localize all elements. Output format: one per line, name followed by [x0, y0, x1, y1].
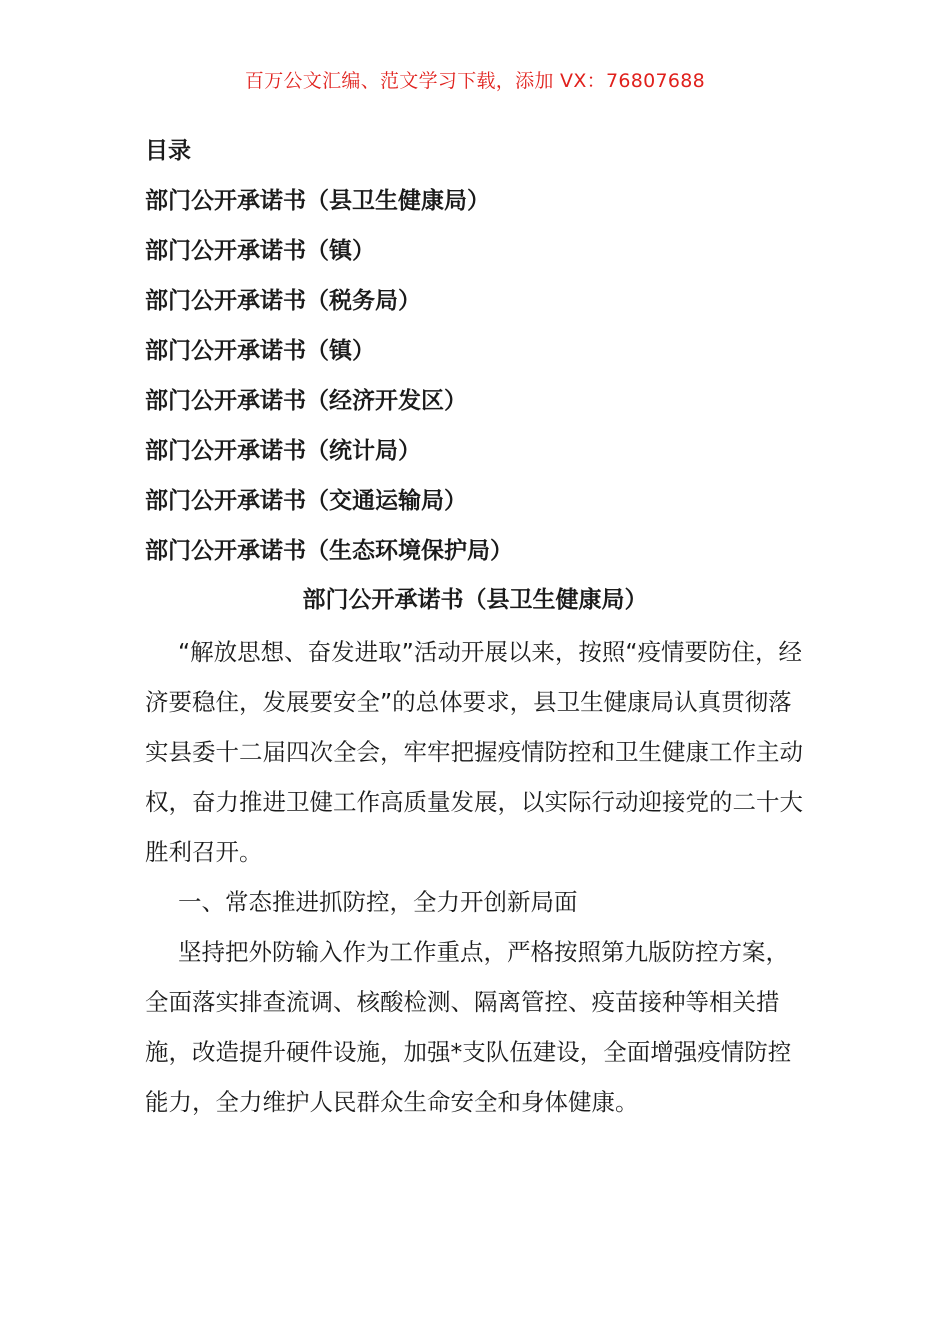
toc-title: 目录 [145, 138, 191, 164]
document-body [145, 627, 810, 1127]
intro-paragraph: “解放思想、奋发进取”活动开展以来，按照“疫情要防住，经济要稳住，发展要安全”的总体要求，县卫生健康局认真贯彻落实县委十二届四次全会，牢牢把握疫情防控和卫生健康工作主动权，奋力推进卫健工作高质量发展，以实际行动迎接党的二十大胜利召开。 [145, 638, 803, 866]
toc-item: 部门公开承诺书（经济开发区） [145, 388, 467, 414]
toc-item: 部门公开承诺书（镇） [145, 238, 375, 264]
body-paragraph: 坚持把外防输入作为工作重点，严格按照第九版防控方案，全面落实排查流调、核酸检测、隔离管控、疫苗接种等相关措施，改造提升硬件设施，加强*支队伍建设，全面增强疫情防控能力，全力维护人民群众生命安全和身体健康。 [145, 938, 792, 1116]
document-title: 部门公开承诺书（县卫生健康局） [302, 587, 648, 613]
header-promo-note: 百万公文汇编、范文学习下载，添加 VX：76807688 [244, 70, 706, 92]
toc-item: 部门公开承诺书（交通运输局） [145, 488, 467, 514]
table-of-contents [145, 129, 825, 579]
toc-item: 部门公开承诺书（税务局） [145, 288, 421, 314]
toc-item: 部门公开承诺书（生态环境保护局） [145, 538, 513, 564]
section-heading: 一、常态推进抓防控，全力开创新局面 [178, 888, 578, 916]
toc-item: 部门公开承诺书（统计局） [145, 438, 421, 464]
toc-item: 部门公开承诺书（县卫生健康局） [145, 188, 490, 214]
toc-item: 部门公开承诺书（镇） [145, 338, 375, 364]
